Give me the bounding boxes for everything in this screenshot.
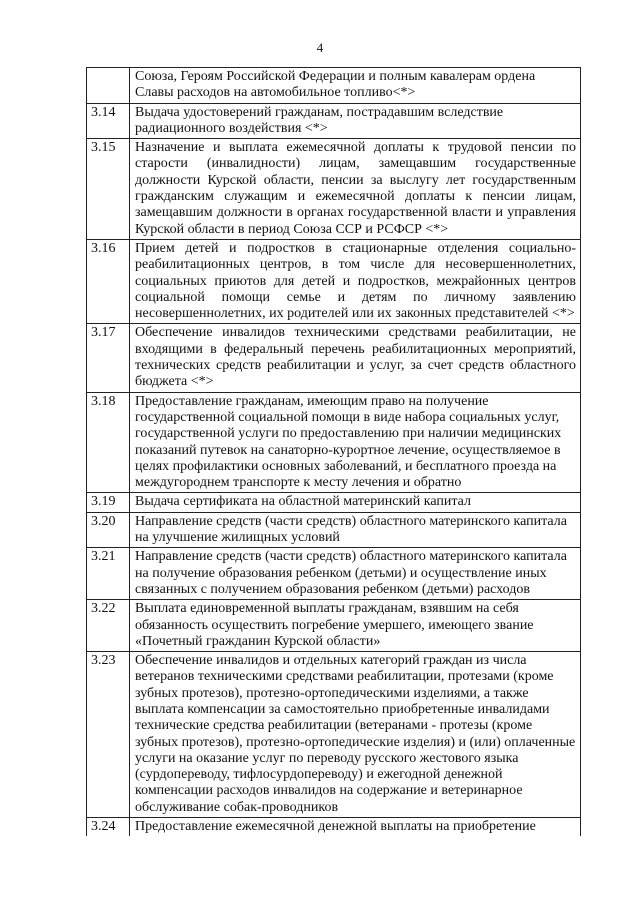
row-text-cell: Союза, Героям Российской Федерации и полным кавалерам ордена Славы расходов на автомобильное топливо<*> [130,68,581,104]
row-text-cell: Направление средств (части средств) областного материнского капитала на улучшение жилищных условий [130,512,581,548]
row-number-cell [87,68,130,104]
table-row [87,139,581,240]
row-text-cell: Предоставление гражданам, имеющим право на получение государственной социальной помощи в виде набора социальных услуг, государственной услуги по предоставлению при наличии медицинских показаний путевок на санаторно-курортное лечение, осуществляемое в целях профилактики основных заболеваний, и бесплатного проезда на междугороднем транспорте к месту лечения и обратно [130,392,581,493]
row-text-cell: Обеспечение инвалидов техническими средствами реабилитации, не входящими в федеральный перечень реабилитационных мероприятий, технических средств реабилитации и услуг, за счет средств областного бюджета <*> [130,324,581,392]
table-row [87,512,581,548]
row-text-cell: Выдача удостоверений гражданам, пострадавшим вследствие радиационного воздействия <*> [130,103,581,139]
table-row [87,68,581,104]
row-text-cell: Направление средств (части средств) областного материнского капитала на получение образования ребенком (детьми) и осуществление иных связанных с получением образования ребенком (детьми) расходов [130,548,581,600]
table-row [87,392,581,493]
table-row [87,493,581,512]
row-number-cell: 3.18 [87,392,130,493]
row-number-cell: 3.14 [87,103,130,139]
row-number-cell: 3.20 [87,512,130,548]
table-row [87,600,581,652]
page-number: 4 [316,40,324,55]
row-text-cell: Назначение и выплата ежемесячной доплаты к трудовой пенсии по старости (инвалидности) лицам, замещавшим государственные должности Курской области, пенсии за выслугу лет государственным гражданским служащим и ежемесячной доплаты к пенсии лицам, замещавшим должности в органах государственной власти и управления Курской области в период Союза ССР и РСФСР <*> [130,139,581,240]
row-number-cell: 3.16 [87,239,130,323]
row-number-cell: 3.24 [87,818,130,837]
row-number-cell: 3.22 [87,600,130,652]
row-text-cell: Выплата единовременной выплаты гражданам, взявшим на себя обязанность осуществить погребение умершего, имеющего звание «Почетный гражданин Курской области» [130,600,581,652]
table-row [87,652,581,818]
table-row [87,239,581,323]
row-text-cell: Предоставление ежемесячной денежной выплаты на приобретение [130,818,581,837]
table-row [87,103,581,139]
row-number-cell: 3.15 [87,139,130,240]
row-number-cell: 3.23 [87,652,130,818]
table-row [87,818,581,837]
row-number-cell: 3.19 [87,493,130,512]
row-number-cell: 3.17 [87,324,130,392]
table-row [87,548,581,600]
table-row [87,324,581,392]
services-table [86,67,581,836]
row-text-cell: Обеспечение инвалидов и отдельных категорий граждан из числа ветеранов техническими средствами реабилитации, протезами (кроме зубных протезов), протезно-ортопедическими изделиями, а также выплата компенсации за самостоятельно приобретенные инвалидами технические средства реабилитации (ветеранами - протезы (кроме зубных протезов), протезно-ортопедические изделия) и (или) оплаченные услуги на оказание услуг по переводу русского жестового языка (сурдопереводу, тифлосурдопереводу) и ежегодной денежной компенсации расходов инвалидов на содержание и ветеринарное обслуживание собак-проводников [130,652,581,818]
row-text-cell: Выдача сертификата на областной материнский капитал [130,493,581,512]
row-number-cell: 3.21 [87,548,130,600]
row-text-cell: Прием детей и подростков в стационарные отделения социально-реабилитационных центров, в том числе для несовершеннолетних, социальных приютов для детей и подростков, межрайонных центров социальной помощи семье и детям по личному заявлению несовершеннолетних, их родителей или их законных представителей <*> [130,239,581,323]
